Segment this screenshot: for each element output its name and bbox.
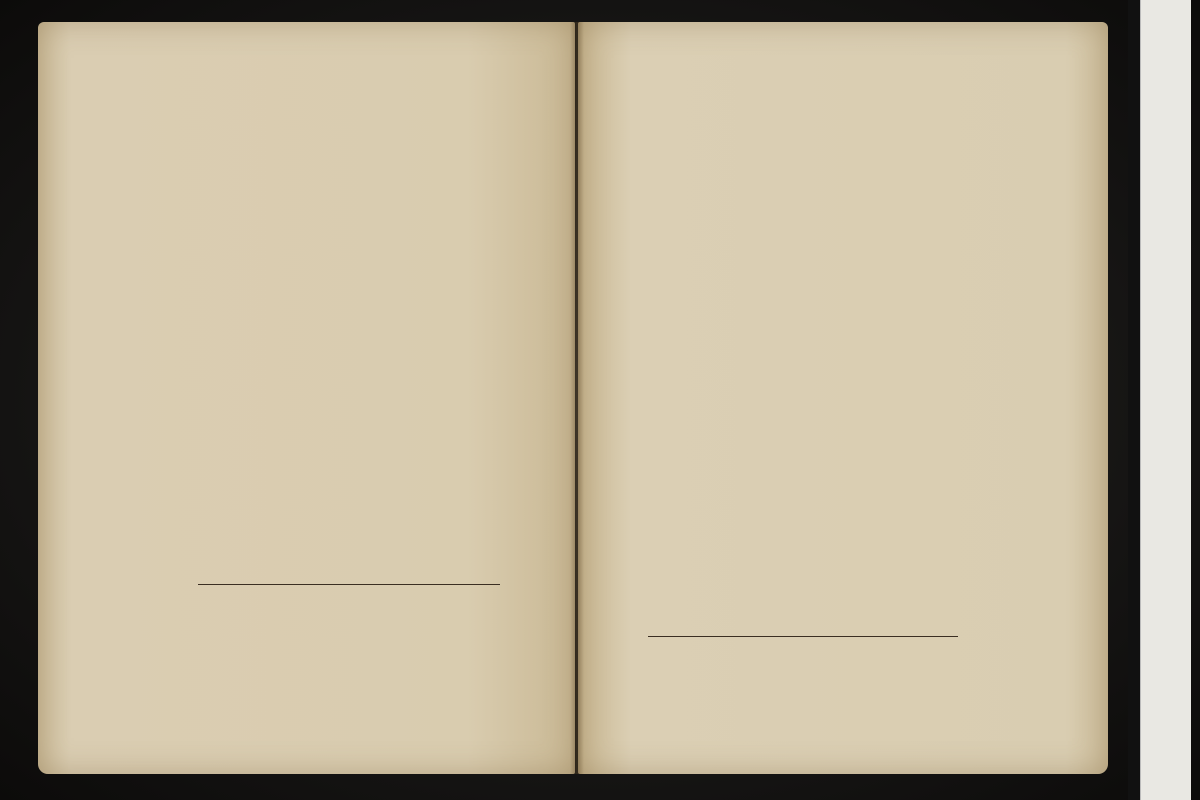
book-gutter (570, 22, 584, 774)
open-book (38, 22, 1108, 774)
left-footnote-rule (198, 584, 500, 585)
right-page (578, 22, 1108, 774)
left-page (38, 22, 575, 774)
right-footnote-rule (648, 636, 958, 637)
measuring-ruler (1140, 0, 1191, 800)
ruler-edge (1128, 0, 1140, 800)
